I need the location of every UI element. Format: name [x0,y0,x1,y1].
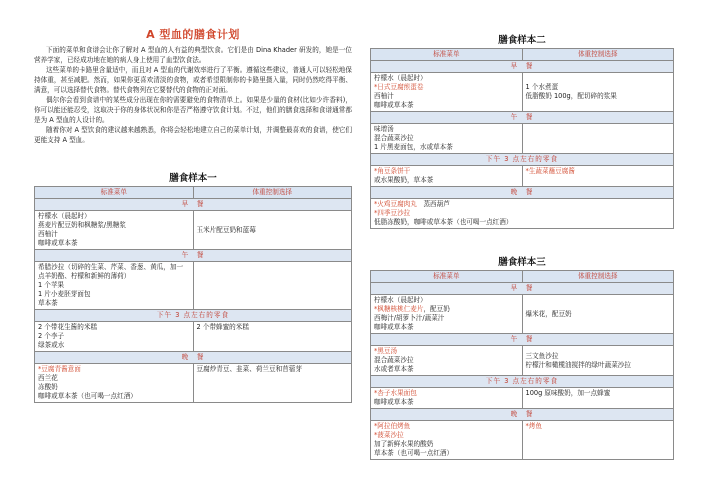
menu-item: 低脂酸奶 100g，配切碎的浆果 [525,92,617,100]
menu-item: 1 片黑麦面包，水或草本茶 [374,143,453,151]
plan-title: 膳食样本二 [498,35,546,46]
meal-table [370,270,674,460]
lunch-weight [522,346,674,376]
intro-paragraph-2: 这些菜单的卡路里含量适中，而且对 A 型血的代谢效率进行了平衡。遵循这些建议，普通人可以轻松地保持体重，甚至减肥。然而，如果你更喜欢清淡的食物，或者希望限制你的卡路里摄入量，同时仍然吃得平衡、满意，可以选择替代食物。替代食物列在它要替代的食物的正对面。 [34,66,352,94]
recipe-item: *豆腐青酱意面 [38,365,81,373]
recipe-item: *角豆条饼干 [374,167,411,175]
menu-item: 咖啡或草本茶 [374,323,414,331]
menu-item: 混合蔬菜沙拉 [374,356,414,364]
section-breakfast: 早 餐 [35,199,352,211]
dinner-standard [35,364,194,403]
menu-item: 加了新鲜水果的酸奶 [374,440,434,448]
section-breakfast: 早 餐 [371,61,674,73]
menu-item: 豆腐炒青豆、韭菜、荷兰豆和苜蓿芽 [196,365,302,373]
recipe-item: *日式豆腐煎蛋卷 [374,83,424,91]
section-breakfast: 早 餐 [371,283,674,295]
menu-item: 西梅汁/胡萝卜汁/蔬菜汁 [374,314,445,322]
menu-item: 或水果酸奶，草本茶 [374,176,434,184]
lunch-weight [522,124,674,154]
menu-item: 草本茶 [38,299,58,307]
snack-weight [193,322,352,352]
menu-item: 草本茶（也可喝一点红酒） [374,449,454,457]
section-lunch: 午 餐 [35,250,352,262]
snack-weight [522,166,674,187]
lunch-standard [371,124,523,154]
column-header-weight: 体重控制选择 [522,49,674,61]
breakfast-standard [35,211,194,250]
menu-item: 咖啡或草本茶 [374,398,414,406]
intro-paragraph-3: 偶尔你会看到食谱中的某些成分出现在你的需要避免的食物清单上。如果是少量的食材(比如少许香料)，你可以能还能忍受，这取决于你的身体状况和你是否严格遵守饮食计划。不过，他们的膳食选择和食谱通常都是为 A 型血的人设计的。 [34,96,352,124]
section-dinner: 晚 餐 [371,409,674,421]
menu-item: 1 个水煮蛋 [525,83,559,91]
intro-paragraph-4: 随着你对 A 型饮食的建议越来越熟悉，你将会轻松地建立自己的菜单计划，并调整最喜欢的食谱，使它们更能支持 A 型血。 [34,126,352,144]
recipe-item: *菠菜沙拉 [374,431,404,439]
lunch-weight [193,262,352,310]
breakfast-weight [522,295,674,334]
menu-item: 玉米片配豆奶和蓝莓 [196,225,256,234]
breakfast-standard [371,295,523,334]
recipe-item: *黑豆汤 [374,347,398,355]
column-header-standard: 标准菜单 [371,271,523,283]
menu-item: 1 个苹果 [38,281,65,289]
column-header-standard: 标准菜单 [371,49,523,61]
column-header-weight: 体重控制选择 [522,271,674,283]
meal-plan-1 [34,170,352,403]
menu-item: 混合蔬菜沙拉 [374,134,414,142]
menu-item: 柠檬汁和橄榄油搅拌的绿叶蔬菜沙拉 [525,360,631,369]
menu-item: 咖啡或草本茶 [374,101,414,109]
dinner-weight [522,421,674,460]
snack-weight [522,388,674,409]
section-lunch: 午 餐 [371,334,674,346]
recipe-item: *杏子水果面包 [374,389,417,397]
menu-item: 冻酸奶 [38,383,58,391]
section-snack: 下午 3 点左右的零食 [371,154,674,166]
dinner-standard [371,421,523,460]
snack-standard [371,388,523,409]
document-title: A 型血的膳食计划 [146,28,240,41]
intro-paragraph-1: 下面的菜单和食谱会让你了解对 A 型血的人有益的典型饮食。它们是由 Dina Khader 研发的，她是一位营养学家，已经成功地在她的病人身上使用了血型饮食法。 [34,46,352,64]
breakfast-standard [371,73,523,112]
section-snack: 下午 3 点左右的零食 [35,310,352,322]
menu-item: 绿茶或水 [38,341,65,349]
menu-item: 希腊沙拉（切碎的生菜、芹菜、香葱、黄瓜，加一点羊奶酪、柠檬和新鲜的薄荷） [38,263,184,280]
plan-title: 膳食样本一 [169,173,217,184]
recipe-item: *四季豆沙拉 [374,209,411,217]
recipe-item: *阿拉伯烤鱼 [374,422,411,430]
recipe-item: *火鸡豆腐肉丸 [374,200,417,208]
recipe-item: *枫糖核桃仁麦片 [374,305,424,313]
lunch-standard [35,262,194,310]
menu-item: 咖啡或草本茶 [38,239,78,247]
column-header-standard: 标准菜单 [35,187,194,199]
menu-item: 2 个李子 [38,332,65,340]
meal-table [34,186,352,403]
menu-item: 2 个带蜂蜜的米糕 [196,323,249,331]
column-header-weight: 体重控制选择 [193,187,352,199]
section-snack: 下午 3 点左右的零食 [371,376,674,388]
menu-item: 低脂冻酸奶，咖啡或草本茶（也可喝一点红酒） [374,218,513,226]
menu-item: 西柚汁 [374,92,394,100]
recipe-item: *烤鱼 [525,422,542,430]
section-dinner: 晚 餐 [371,187,674,199]
menu-item: 柠檬水（晨起时） [38,212,91,220]
menu-item: 水或者草本茶 [374,365,414,373]
menu-item: 燕麦片配豆奶和枫糖浆/黑糖浆 [38,221,126,229]
lunch-standard [371,346,523,376]
plan-title: 膳食样本三 [498,257,546,268]
meal-plan-2 [370,32,674,229]
section-lunch: 午 餐 [371,112,674,124]
menu-item: 柠檬水（晨起时） [374,296,427,304]
meal-table [370,48,674,229]
menu-item: 蒸西葫芦 [416,200,450,208]
dinner-weight [193,364,352,403]
recipe-item: *生蔬菜蘸豆腐酱 [525,167,575,175]
breakfast-weight [193,211,352,250]
menu-item: ，配豆奶 [423,305,450,313]
snack-standard [35,322,194,352]
meal-plan-3 [370,254,674,460]
menu-item: 咖啡或草本茶（也可喝一点红酒） [38,392,137,400]
breakfast-weight [522,73,674,112]
menu-item: 味增汤 [374,125,394,133]
menu-item: 2 个带花生酱的米糕 [38,323,98,331]
menu-item: 100g 原味酸奶，加一点蜂蜜 [525,389,611,397]
menu-item: 西兰花 [38,374,58,382]
menu-item: 柠檬水（晨起时） [374,74,427,82]
menu-item: 爆米花，配豆奶 [525,309,572,318]
section-dinner: 晚 餐 [35,352,352,364]
snack-standard [371,166,523,187]
dinner-standard [371,199,674,229]
menu-item: 三文鱼沙拉 [525,351,559,360]
menu-item: 西柚汁 [38,230,58,238]
menu-item: 1 片小麦胚芽面包 [38,290,91,298]
intro-section [34,26,352,145]
